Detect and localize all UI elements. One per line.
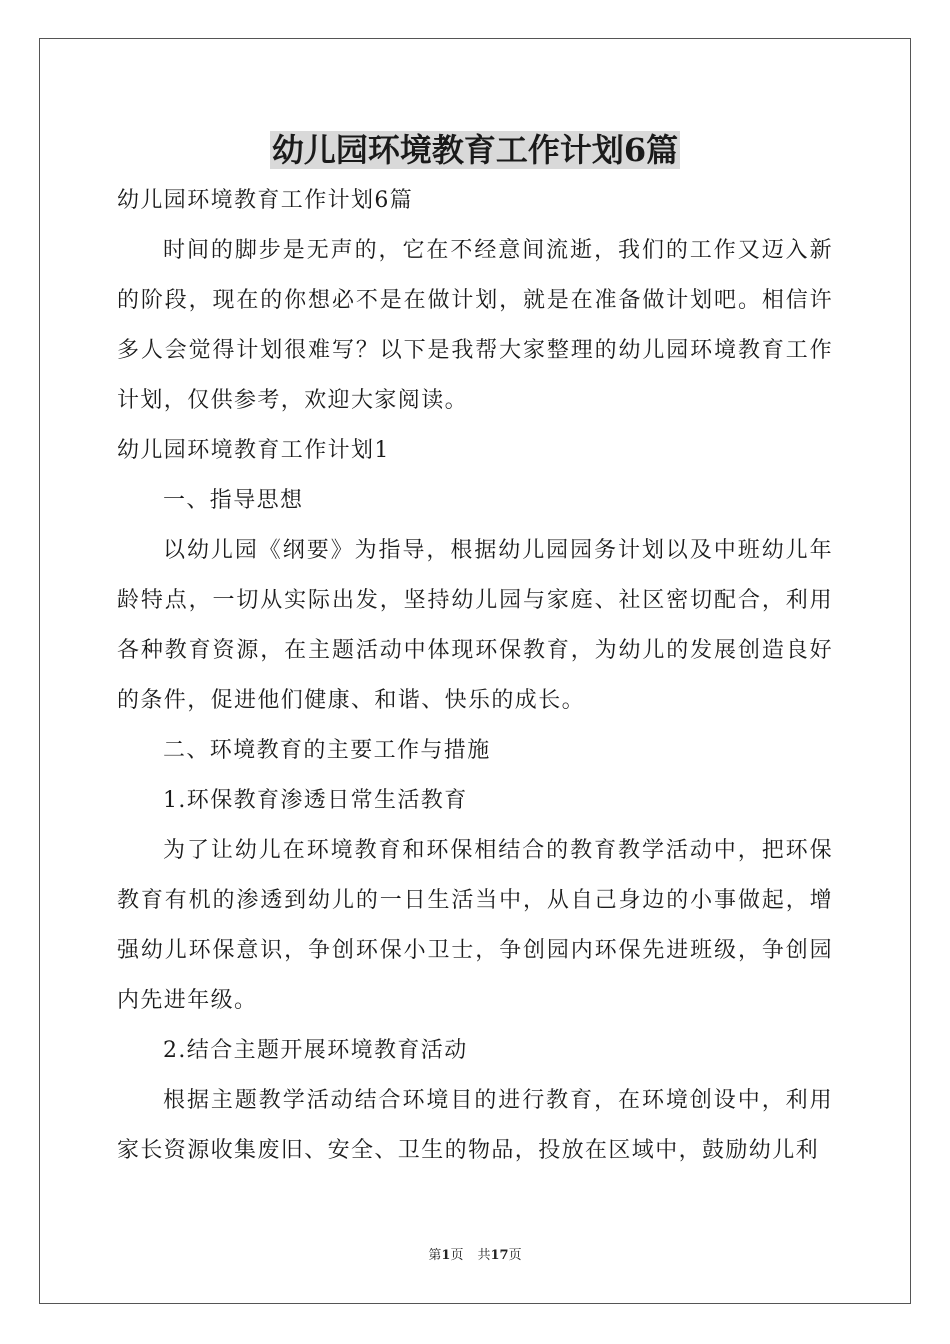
paragraph: 二、环境教育的主要工作与措施 bbox=[163, 738, 491, 763]
paragraph: 1.环保教育渗透日常生活教育 bbox=[163, 788, 468, 813]
page-footer bbox=[0, 1247, 950, 1265]
paragraph: 幼儿园环境教育工作计划6篇 bbox=[117, 188, 414, 213]
paragraph: 一、指导思想 bbox=[163, 488, 304, 513]
document-title bbox=[0, 126, 950, 174]
page-number: 1 bbox=[441, 1248, 451, 1263]
paragraph: 2.结合主题开展环境教育活动 bbox=[163, 1038, 468, 1063]
page-prefix: 第 bbox=[428, 1248, 442, 1263]
paragraph: 为了让幼儿在环境教育和环保相结合的教育教学活动中，把环保教育有机的渗透到幼儿的一日生活当中，从自己身边的小事做起，增强幼儿环保意识，争创环保小卫士，争创园内环保先进班级，争创园内先进年级。 bbox=[117, 838, 833, 1013]
paragraph: 幼儿园环境教育工作计划1 bbox=[117, 438, 390, 463]
total-pages: 17 bbox=[490, 1248, 509, 1263]
document-title-text: 幼儿园环境教育工作计划6篇 bbox=[271, 131, 679, 169]
page-suffix: 页 bbox=[450, 1248, 464, 1263]
paragraph: 以幼儿园《纲要》为指导，根据幼儿园园务计划以及中班幼儿年龄特点，一切从实际出发，坚持幼儿园与家庭、社区密切配合，利用各种教育资源，在主题活动中体现环保教育，为幼儿的发展创造良好的条件，促进他们健康、和谐、快乐的成长。 bbox=[117, 538, 833, 713]
total-prefix: 共 bbox=[477, 1248, 491, 1263]
paragraph: 根据主题教学活动结合环境目的进行教育，在环境创设中，利用家长资源收集废旧、安全、卫生的物品，投放在区域中，鼓励幼儿利 bbox=[117, 1088, 833, 1163]
total-suffix: 页 bbox=[508, 1248, 522, 1263]
document-body bbox=[117, 176, 833, 1176]
paragraph: 时间的脚步是无声的，它在不经意间流逝，我们的工作又迈入新的阶段，现在的你想必不是在做计划，就是在准备做计划吧。相信许多人会觉得计划很难写？以下是我帮大家整理的幼儿园环境教育工作计划，仅供参考，欢迎大家阅读。 bbox=[117, 238, 833, 413]
